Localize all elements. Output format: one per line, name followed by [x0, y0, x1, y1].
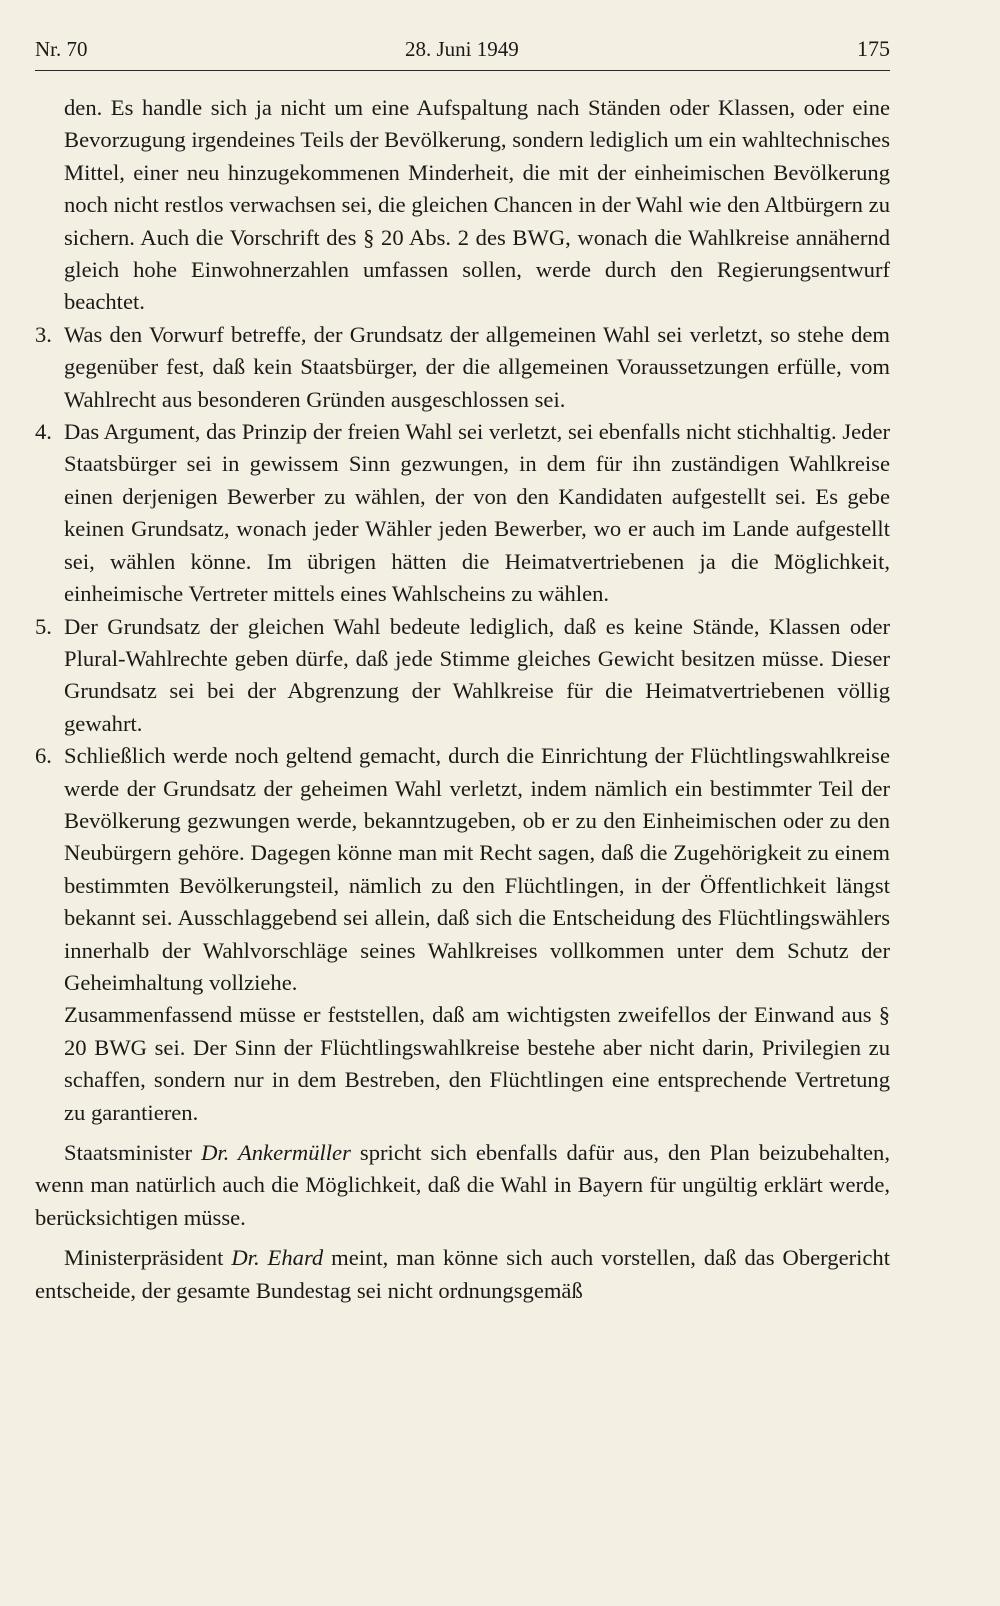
paragraph-ehard [35, 1242, 890, 1307]
list-item-text: Was den Vorwurf betreffe, der Grundsatz der allgemeinen Wahl sei verletzt, so stehe dem gegenüber fest, daß kein Staatsbürger, der die allgemeinen Voraussetzungen erfülle, vom Wahlrecht aus besonderen Gründen ausgeschlossen sei. [64, 321, 890, 412]
running-header [35, 30, 890, 71]
speaker-title: Staatsminister [64, 1140, 202, 1165]
issue-number: Nr. 70 [35, 37, 88, 61]
list-item-text: Der Grundsatz der gleichen Wahl bedeute lediglich, daß es keine Stände, Klassen oder Plural-Wahlrechte geben dürfe, daß jede Stimme gleiches Gewicht besitzen müsse. Dieser Grundsatz sei bei der Abgrenzung der Wahlkreise für die Heimatvertriebenen völlig gewahrt. [64, 613, 890, 736]
speaker-name: Dr. Ankermüller [201, 1140, 351, 1165]
body-text [35, 92, 890, 1307]
list-item [35, 319, 890, 416]
list-item [35, 611, 890, 741]
header-date: 28. Juni 1949 [405, 37, 519, 61]
list-item [35, 740, 890, 999]
speaker-title: Ministerpräsident [64, 1245, 232, 1271]
list-item-number: 6. [35, 743, 52, 769]
list-item [35, 416, 890, 610]
paragraph-text: spricht sich ebenfalls dafür aus, den Plan beizubehalten, wenn man natürlich auch die Möglichkeit, daß die Wahl in Bayern für ungültig erklärt werde, berücksichtigen müsse. [35, 1140, 890, 1230]
list-item-text: Schließlich werde noch geltend gemacht, durch die Einrichtung der Flüchtlingswahlkreise werde der Grundsatz der geheimen Wahl verletzt, indem nämlich ein bestimmter Teil der Bevölkerung gezwungen werde, bekanntzugeben, ob er zu den Einheimischen oder zu den Neubürgern gehöre. Dagegen könne man mit Recht sagen, daß die Zugehörigkeit zu einem bestimmten Bevölkerungsteil, nämlich zu den Flüchtlingen, in der Öffentlichkeit längst bekannt sei. Ausschlaggebend sei allein, daß sich die Entscheidung des Flüchtlingswählers innerhalb der Wahlvorschläge seines Wahlkreises vollkommen unter dem Schutz der Geheimhaltung vollziehe. [64, 743, 890, 995]
list-item-text: Das Argument, das Prinzip der freien Wahl sei verletzt, sei ebenfalls nicht stichhaltig. Jeder Staatsbürger sei in gewissem Sinn gezwungen, in dem für ihn zuständigen Wahlkreise einen derjenigen Bewerber zu wählen, der von den Kandidaten aufgestellt sei. Es gebe keinen Grundsatz, wonach jeder Wähler jeden Bewerber, wo er auch im Lande aufgestellt sei, wählen könne. Im übrigen hätten die Heimatvertriebenen ja die Möglichkeit, einheimische Vertreter mittels eines Wahlscheins zu wählen. [64, 419, 890, 607]
list-item-number: 4. [35, 419, 52, 445]
page-number: 175 [857, 36, 890, 61]
numbered-list [35, 319, 890, 1000]
paragraph-text: meint, man könne sich auch vorstellen, daß das Obergericht entscheide, der gesamte Bundestag sei nicht ordnungsgemäß [35, 1245, 891, 1303]
summary-paragraph: Zusammenfassend müsse er feststellen, daß am wichtigsten zweifellos der Einwand aus § 20 BWG sei. Der Sinn der Flüchtlingswahlkreise bestehe aber nicht darin, Privilegien zu schaffen, sondern nur in dem Bestreben, den Flüchtlingen eine entsprechende Vertretung zu garantieren. [64, 1002, 890, 1125]
continued-paragraph: den. Es handle sich ja nicht um eine Aufspaltung nach Ständen oder Klassen, oder eine Bevorzugung irgendeines Teils der Bevölkerung, sondern lediglich um ein wahltechnisches Mittel, einer neu hinzugekommenen Minderheit, die mit der einheimischen Bevölkerung noch nicht restlos verwachsen sei, die gleichen Chancen in der Wahl wie den Altbürgern zu sichern. Auch die Vorschrift des § 20 Abs. 2 des BWG, wonach die Wahlkreise annähernd gleich hohe Einwohnerzahlen umfassen sollen, werde durch den Regierungsentwurf beachtet. [64, 95, 890, 315]
list-item-number: 5. [35, 613, 52, 639]
list-item-number: 3. [35, 321, 52, 347]
paragraph-ankermueller [35, 1137, 890, 1234]
speaker-name: Dr. Ehard [231, 1245, 324, 1271]
